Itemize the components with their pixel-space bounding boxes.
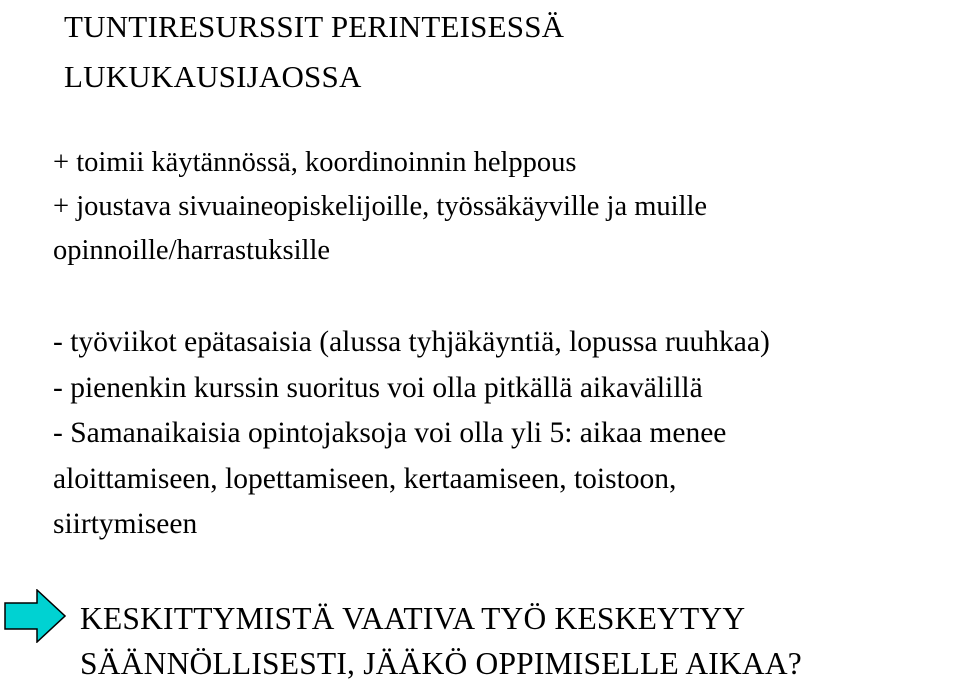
cons-item-uneven-weeks: - työviikot epätasaisia (alussa tyhjäkäyntiä, lopussa ruuhkaa) [53,326,770,358]
conclusion-line-1: KESKITTYMISTÄ VAATIVA TYÖ KESKEYTYY [80,601,746,636]
pros-item-flexibility: + joustava sivuaineopiskelijoille, työssäkäyville ja muille [53,191,708,222]
title-line-1: TUNTIRESURSSIT PERINTEISESSÄ [64,9,565,44]
cons-list [53,320,770,548]
pros-item-coordination: + toimii käytännössä, koordinoinnin helppous [53,147,577,178]
cons-item-long-duration: - pienenkin kurssin suoritus voi olla pitkällä aikavälillä [53,371,703,404]
arrow-shape [5,590,65,642]
cons-item-simultaneous-courses-cont-2: siirtymiseen [53,508,198,540]
pros-item-flexibility-cont: opinnoille/harrastuksille [53,235,331,266]
cons-item-simultaneous-courses-cont-1: aloittamiseen, lopettamiseen, kertaamiseen, toistoon, [53,462,677,495]
slide-title [64,2,564,102]
conclusion [80,596,802,686]
cons-item-simultaneous-courses: - Samanaikaisia opintojaksoja voi olla yli 5: aikaa menee [53,417,727,449]
title-line-2: LUKUKAUSIJAOSSA [64,59,362,94]
right-arrow-icon [4,589,66,643]
pros-list [53,141,707,273]
conclusion-line-2: SÄÄNNÖLLISESTI, JÄÄKÖ OPPIMISELLE AIKAA? [80,646,802,681]
